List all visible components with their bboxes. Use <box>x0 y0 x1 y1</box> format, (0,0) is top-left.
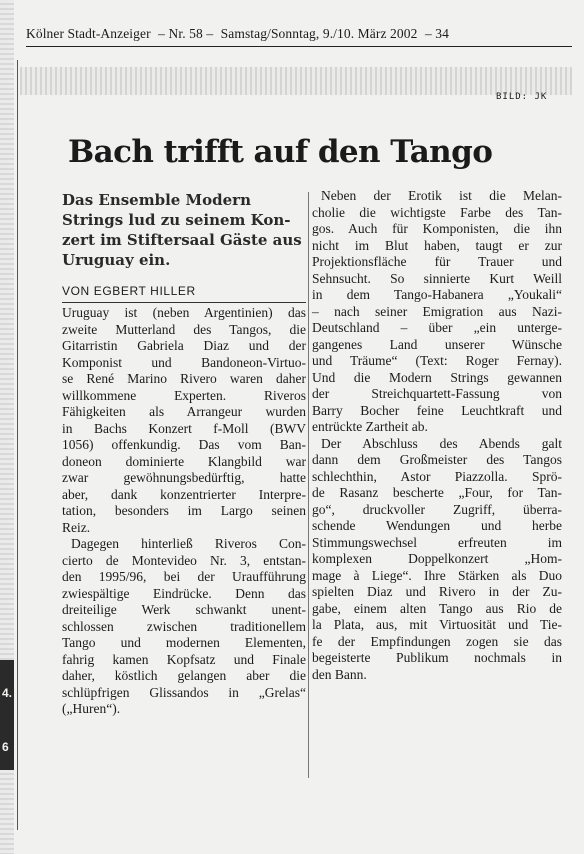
article-text-line: mage à Liege“. Ihre Stärken als Duo <box>312 567 562 583</box>
page-number: – 34 <box>424 26 449 41</box>
margin-dark-block <box>0 660 14 770</box>
article-text-line: cholie die wichtigste Farbe des Tan- <box>312 204 562 220</box>
article-text-line: – nach seiner Emigration aus Nazi- <box>312 303 562 319</box>
article-text-line: gangenes Land unserer Wünsche <box>312 336 562 352</box>
photo-credit: BILD: JK <box>496 92 548 102</box>
margin-mark: 4. <box>2 686 13 700</box>
article-text-line: den Bann. <box>312 666 367 682</box>
article-text-line: fe der Empfindungen zogen sie das <box>312 633 562 649</box>
article-text-line: la Plata, aus, mit Virtuosität und Tie- <box>312 617 562 632</box>
margin-mark: 6 <box>2 740 9 754</box>
author-byline: VON EGBERT HILLER <box>62 284 196 298</box>
article-text-line: („Huren“). <box>62 701 121 716</box>
article-text-line: go“, druckvoller Zugriff, überra- <box>312 501 562 517</box>
column-divider <box>308 192 309 778</box>
article-text-line: Uruguay ist (neben Argentinien) das <box>62 305 306 320</box>
article-text-line: willkommene Experten. Riveros <box>62 387 306 403</box>
article-text-line: daher, köstlich gelangen aber die <box>62 668 306 683</box>
left-column <box>62 190 306 718</box>
article-text-line: doneon dominierte Klangbild war <box>62 453 306 469</box>
article-text-line: de Rasanz bescherte „Four, for Tan- <box>312 485 562 500</box>
article-text-line: zwar gewöhnungsbedürftig, hatte <box>62 470 306 485</box>
article-text-line: gos. Auch für Komponisten, die ihn <box>312 221 562 236</box>
article-text-line: Reiz. <box>62 519 91 535</box>
article-teaser <box>62 190 306 270</box>
newspaper-header <box>26 26 572 47</box>
article-text-line: Stimmungswechsel erfreuten im <box>312 534 562 550</box>
article-headline: Bach trifft auf den Tango <box>68 134 493 170</box>
right-column-body <box>312 188 562 683</box>
article-text-line: den 1995/96, bei der Uraufführung <box>62 569 306 584</box>
newspaper-name: Kölner Stadt-Anzeiger <box>26 26 151 41</box>
article-text-line: begeisterte Publikum nochmals in <box>312 650 562 665</box>
article-text-line: cierto de Montevideo Nr. 3, entstan- <box>62 552 306 568</box>
article-text-line: Neben der Erotik ist die Melan- <box>321 188 562 203</box>
issue-number: – Nr. 58 – <box>158 26 214 41</box>
article-text-line: Dagegen hinterließ Riveros Con- <box>71 536 306 551</box>
teaser-line: Uruguay ein. <box>62 251 171 269</box>
teaser-line: Das Ensemble Modern <box>62 191 251 209</box>
article-text-line: tation, besonders im Largo seinen <box>62 503 306 518</box>
article-text-line: dreiteilige Werk schwankt unent- <box>62 602 306 617</box>
teaser-line: zert im Stiftersaal Gäste aus <box>62 231 302 249</box>
article-text-line: aber, dank konzentrierter Interpre- <box>62 486 306 502</box>
article-text-line: Projektionsfläche für Trauer und <box>312 254 562 269</box>
left-border-rule <box>17 60 18 830</box>
article-text-line: Und die Modern Strings gewannen <box>312 369 562 385</box>
article-text-line: nicht im Blut haben, taugt er zur <box>312 237 562 253</box>
article-text-line: se René Marino Rivero waren daher <box>62 371 306 386</box>
article-text-line: 1056) offenkundig. Das vom Ban- <box>62 437 306 452</box>
article-text-line: schlechthin, Astor Piazzolla. Sprö- <box>312 468 562 484</box>
article-text-line: Der Abschluss des Abends galt <box>321 435 562 451</box>
article-text-line: Gitarristin Gabriela Diaz und der <box>62 338 306 353</box>
article-text-line: schlossen zwischen traditionellem <box>62 618 306 634</box>
photo-edge <box>20 67 572 95</box>
left-margin-strip <box>0 0 14 854</box>
left-column-body <box>62 305 306 718</box>
article-text-line: in Bachs Konzert f-Moll (BWV <box>62 420 306 436</box>
article-text-line: Komponist und Bandoneon-Virtuo- <box>62 354 306 370</box>
right-column <box>312 188 562 683</box>
byline-rule <box>62 302 306 303</box>
article-text-line: gabe, einem alten Tango aus Rio de <box>312 600 562 616</box>
article-text-line: Fähigkeiten als Arrangeur wurden <box>62 404 306 419</box>
article-text-line: zweite Mutterland des Tangos, die <box>62 321 306 337</box>
issue-date: Samstag/Sonntag, 9./10. März 2002 <box>220 26 418 41</box>
article-text-line: spielten Diaz und Rivero in der Zu- <box>312 584 562 599</box>
article-text-line: zwiespältige Eindrücke. Denn das <box>62 585 306 601</box>
article-text-line: Sehnsucht. So sinnierte Kurt Weill <box>312 270 562 286</box>
article-text-line: und Träume“ (Text: Roger Fernay). <box>312 353 562 368</box>
teaser-line: Strings lud zu seinem Kon- <box>62 211 291 229</box>
article-text-line: entrückte Zartheit ab. <box>312 419 428 434</box>
article-text-line: in dem Tango-Habanera „Youkali“ <box>312 287 562 302</box>
article-text-line: fahrig kamen Kopfsatz und Finale <box>62 651 306 667</box>
article-text-line: schlüpfrigen Glissandos in „Grelas“ <box>62 684 306 700</box>
article-text-line: der Streichquartett-Fassung von <box>312 386 562 401</box>
article-text-line: dann dem Großmeister des Tangos <box>312 452 562 467</box>
article-text-line: Tango und modernen Elementen, <box>62 635 306 650</box>
article-text-line: Deutschland – über „ein unterge- <box>312 320 562 335</box>
article-text-line: komplexen Doppelkonzert „Hom- <box>312 551 562 566</box>
article-text-line: Barry Bocher feine Leuchtkraft und <box>312 402 562 418</box>
article-text-line: schende Wendungen und herbe <box>312 518 562 533</box>
